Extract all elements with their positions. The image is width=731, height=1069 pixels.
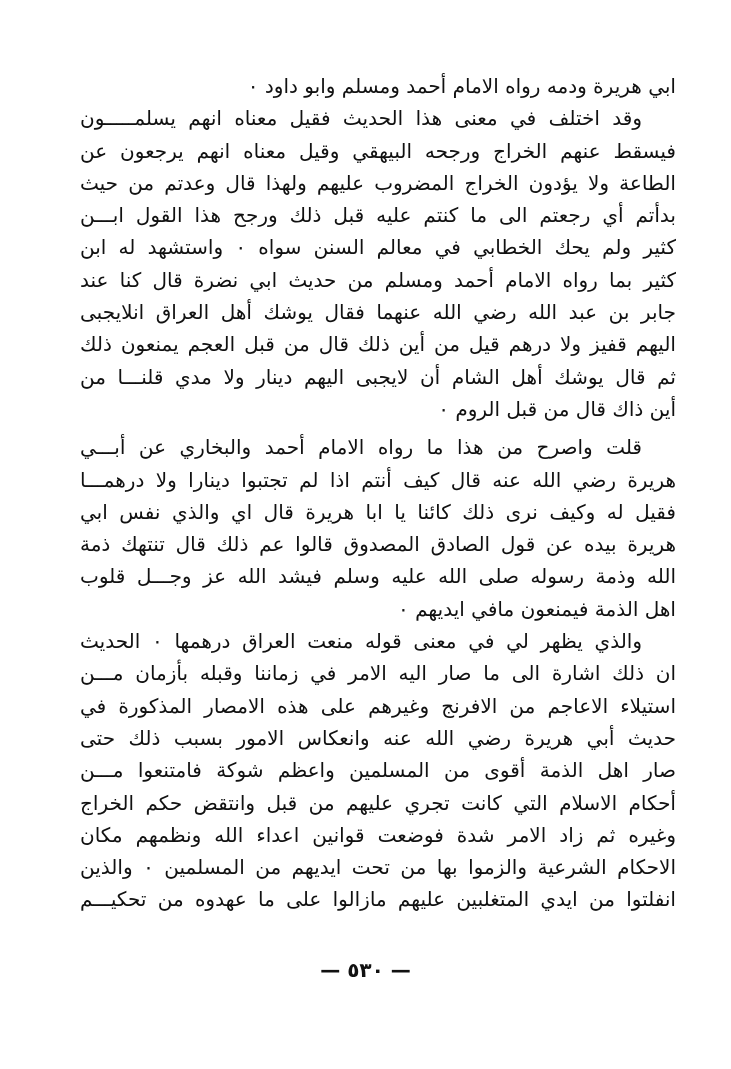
text-line: كثير بما رواه الامام أحمد ومسلم من حديث ابي نضرة قال كنا عند [80, 267, 676, 292]
text-line: استيلاء الاعاجم من الافرنج وغيرهم على هذه الامصار المذكورة في [80, 693, 676, 718]
text-line: اليهم قفيز ولا درهم قيل من أين ذلك قال من قبل العجم يمنعون ذلك [80, 332, 676, 357]
text-line: بدأتم أي رجعتم الى ما كنتم عليه قبل ذلك ورجح هذا القول ابـــن [80, 203, 676, 228]
paragraph-4 [80, 625, 676, 916]
text-line: صار اهل الذمة أقوى من المسلمين واعظم شوكة فامتنعوا مـــن [80, 758, 676, 783]
text-line: أين ذاك قال من قبل الروم ٠ [438, 396, 676, 421]
text-line: حديث أبي هريرة رضي الله عنه وانعكاس الامور بسبب ذلك حتى [80, 725, 676, 750]
paragraph-3 [80, 431, 676, 625]
text-line: الاحكام الشرعية والزموا بها من تحت ايديهم من المسلمين ٠ والذين [80, 855, 676, 880]
text-line: قلت واصرح من هذا ما رواه الامام أحمد والبخاري عن أبـــي [80, 435, 642, 460]
text-line: والذي يظهر لي في معنى قوله منعت العراق درهمها ٠ الحديث [80, 629, 643, 654]
paragraph-1 [80, 70, 676, 102]
text-line: انفلتوا من ايدي المتغلبين عليهم مازالوا على ما عهدوه من تحكيـــم [80, 887, 676, 912]
text-line: كثير ولم يحك الخطابي في معالم السنن سواه ٠ واستشهد له ابن [80, 235, 676, 260]
document-page [80, 70, 676, 1050]
text-line: هريرة رضي الله عنه قال كيف أنتم اذا لم تجتبوا دينارا ولا درهمـــا [80, 467, 676, 492]
text-line: أحكام الاسلام التي كانت تجري عليهم من قبل وانتقض حكم الخراج [80, 790, 676, 815]
text-line: هريرة بيده عن قول الصادق المصدوق قالوا عم ذلك قال تنتهك ذمة [80, 532, 676, 557]
text-line: ثم قال يوشك أهل الشام أن لايجبى اليهم دينار ولا مدي قلنـــا من [80, 364, 676, 389]
text-line: ابي هريرة ودمه رواه الامام أحمد ومسلم وابو داود ٠ [247, 74, 676, 98]
text-line: الله وذمة رسوله صلى الله عليه وسلم فيشد الله عز وجـــل قلوب [80, 564, 676, 589]
text-line: الطاعة ولا يؤدون الخراج المضروب عليهم ولهذا قال وعدتم من حيث [80, 170, 676, 195]
text-line: وغيره ثم زاد الامر شدة فوضعت قوانين اعداء الله ونظمهم مكان [80, 822, 676, 847]
page-number: — ٥٣٠ — [320, 958, 411, 982]
text-line: ان ذلك اشارة الى ما صار اليه الامر في زماننا وقبله بأزمان مـــن [80, 661, 676, 686]
text-line: وقد اختلف في معنى هذا الحديث فقيل معناه انهم يسلمـــــون [80, 106, 642, 131]
text-line: اهل الذمة فيمنعون مافي ايديهم ٠ [398, 596, 676, 621]
text-line: فقيل له وكيف نرى ذلك كائنا يا ابا هريرة قال اي والذي نفس ابي [80, 499, 676, 524]
text-line: جابر بن عبد الله رضي الله عنهما فقال يوشك أهل العراق انلايجبى [80, 300, 676, 325]
text-line: فيسقط عنهم الخراج ورجحه البيهقي وقيل معناه انهم يرجعون عن [80, 138, 676, 163]
paragraph-2 [80, 102, 676, 425]
